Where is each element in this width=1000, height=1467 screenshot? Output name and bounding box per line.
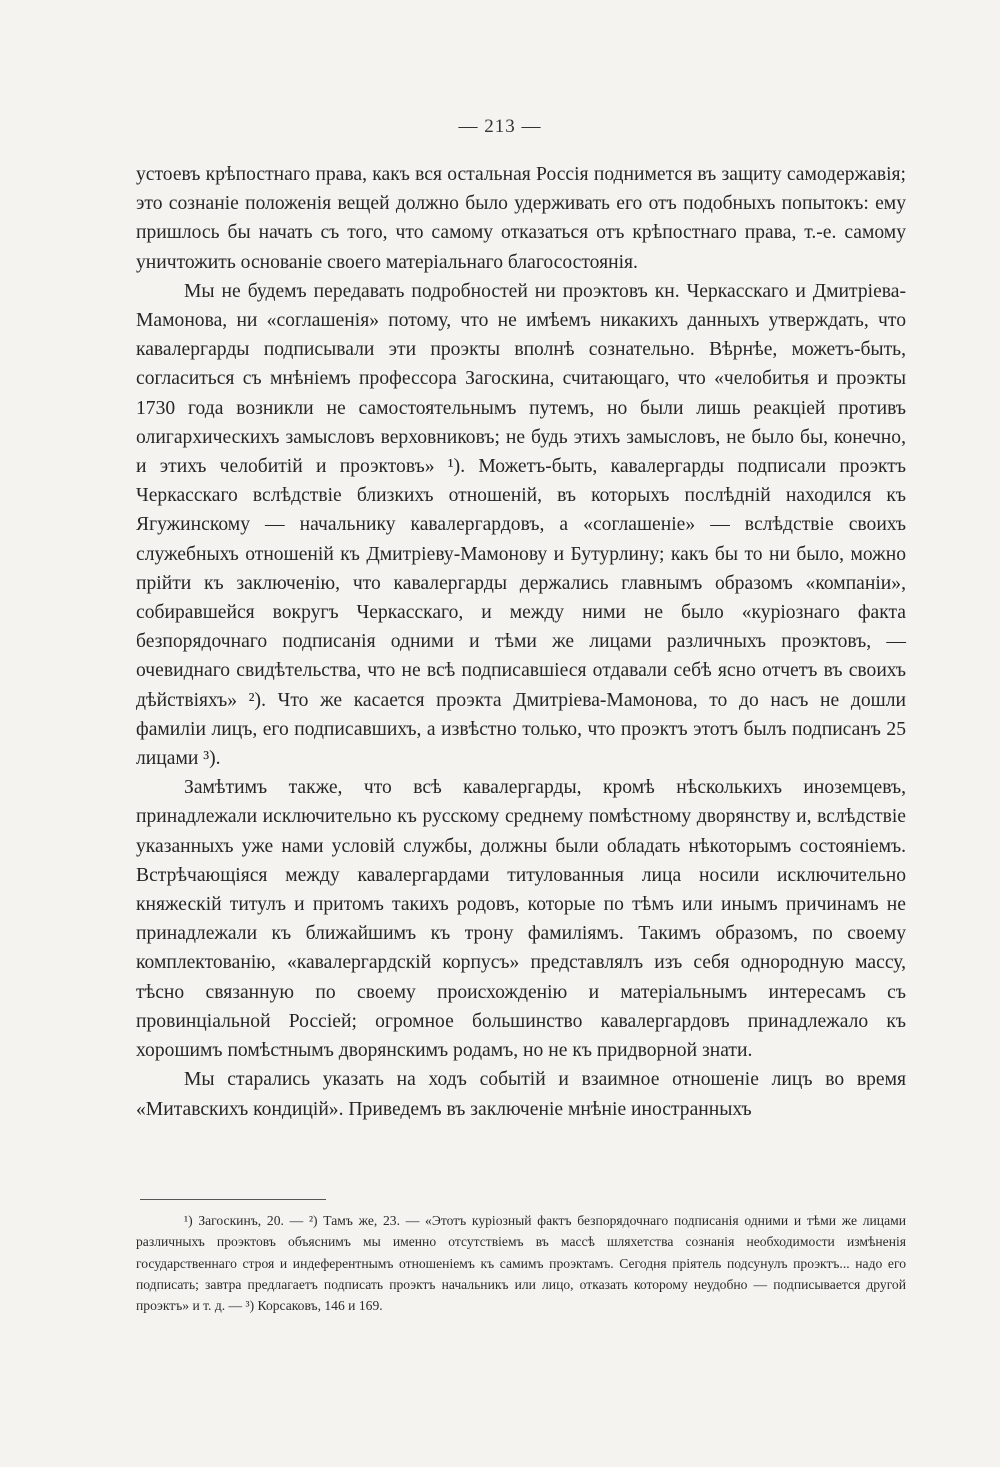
footnote-text: ¹) Загоскинъ, 20. — ²) Тамъ же, 23. — «Этотъ куріозный фактъ безпорядочнаго подписанія одними и тѣми же лицами различныхъ проэктовъ объяснимъ мы именно отсутствіемъ въ массѣ шляхетства сознанія необходимости измѣненія государственнаго строя и индеферентнымъ отношеніемъ къ самимъ проэктамъ. Сегодня пріятель подсунулъ проэктъ... надо его подписать; завтра предлагаетъ подписать проэктъ начальникъ или лицо, отказать которому неудобно — подписывается другой проэктъ» и т. д. — ³) Корсаковъ, 146 и 169.: [136, 1213, 906, 1314]
footnotes: [136, 1210, 906, 1316]
main-text: [136, 160, 906, 1124]
paragraph-2: Мы не будемъ передавать подробностей ни проэктовъ кн. Черкасскаго и Дмитріева-Мамонова, ни «соглашенія» потому, что не имѣемъ никакихъ данныхъ утверждать, что кавалергарды подписывали эти проэкты вполнѣ сознательно. Вѣрнѣе, можетъ-быть, согласиться съ мнѣніемъ профессора Загоскина, считающаго, что «челобитья и проэкты 1730 года возникли не самостоятельнымъ путемъ, но были лишь реакціей противъ олигархическихъ замысловъ верховниковъ; не будь этихъ замысловъ, не было бы, конечно, и этихъ челобитій и проэктовъ» ¹). Можетъ-быть, кавалергарды подписали проэктъ Черкасскаго вслѣдствіе близкихъ отношеній, въ которыхъ послѣдній находился къ Ягужинскому — начальнику кавалергардовъ, а «соглашеніе» — вслѣдствіе своихъ служебныхъ отношеній къ Дмитріеву-Мамонову и Бутурлину; какъ бы то ни было, можно прійти къ заключенію, что кавалергарды держались главнымъ образомъ «компаніи», собиравшейся вокругъ Черкасскаго, и между ними не было «куріознаго факта безпорядочнаго подписанія одними и тѣми же лицами различныхъ проэктовъ, — очевиднаго свидѣтельства, что не всѣ подписавшіеся отдавали себѣ ясно отчетъ въ своихъ дѣйствіяхъ» ²). Что же касается проэкта Дмитріева-Мамонова, то до насъ не дошли фамиліи лицъ, его подписавшихъ, а извѣстно только, что проэктъ этотъ былъ подписанъ 25 лицами ³).: [136, 280, 906, 770]
paragraph-1: устоевъ крѣпостнаго права, какъ вся остальная Россія поднимется въ защиту самодержавія; это сознаніе положенія вещей должно было удерживать его отъ подобныхъ попытокъ: ему пришлось бы начать съ того, что самому отказаться отъ крѣпостнаго права, т.-е. самому уничтожить основаніе своего матеріальнаго благосостоянія.: [136, 164, 906, 273]
page-number: — 213 —: [458, 116, 542, 137]
footnote-divider: [140, 1199, 326, 1200]
paragraph-3: Замѣтимъ также, что всѣ кавалергарды, кромѣ нѣсколькихъ иноземцевъ, принадлежали исключительно къ русскому среднему помѣстному дворянству и, вслѣдствіе указанныхъ уже нами условій службы, должны были обладать нѣкоторымъ состояніемъ. Встрѣчающіяся между кавалергардами титулованныя лица носили исключительно княжескій титулъ и притомъ такихъ родовъ, которые по тѣмъ или инымъ причинамъ не принадлежали къ ближайшимъ къ трону фамиліямъ. Такимъ образомъ, по своему комплектованію, «кавалергардскій корпусъ» представлялъ изъ себя однородную массу, тѣсно связанную по своему происхожденію и матеріальнымъ интересамъ съ провинціальной Россіей; огромное большинство кавалергардовъ принадлежало къ хорошимъ помѣстнымъ дворянскимъ родамъ, но не къ придворной знати.: [136, 777, 906, 1062]
paragraph-4: Мы старались указать на ходъ событій и взаимное отношеніе лицъ во время «Митавскихъ кондицій». Приведемъ въ заключеніе мнѣніе иностранныхъ: [136, 1069, 906, 1120]
